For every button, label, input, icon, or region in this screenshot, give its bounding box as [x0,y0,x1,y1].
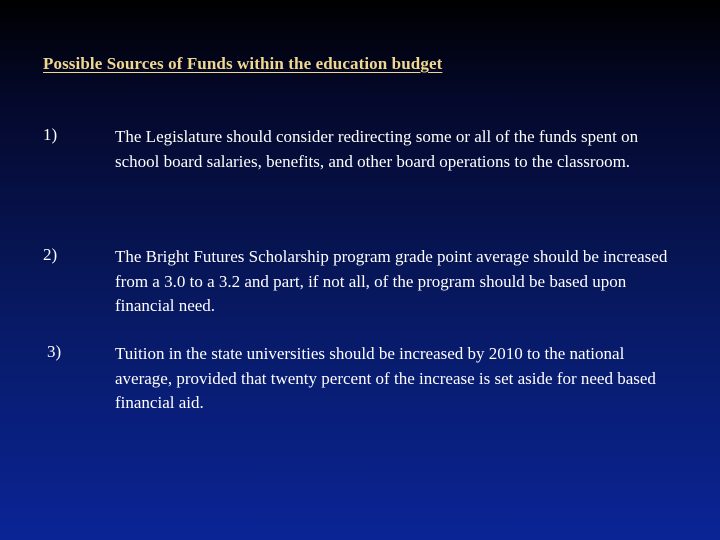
item-number: 2) [43,245,58,264]
item-number: 3) [47,342,62,361]
item-text: Tuition in the state universities should be increased by 2010 to the national average, provided that twenty percent of the increase is set aside for need based financial aid. [115,344,656,412]
slide-title: Possible Sources of Funds within the education budget [43,54,443,73]
item-text: The Bright Futures Scholarship program grade point average should be increased from a 3.0 to a 3.2 and part, if not all, of the program should be based upon financial need. [115,247,668,315]
item-number: 1) [43,125,58,144]
item-text: The Legislature should consider redirecting some or all of the funds spent on school board salaries, benefits, and other board operations to the classroom. [115,127,639,171]
